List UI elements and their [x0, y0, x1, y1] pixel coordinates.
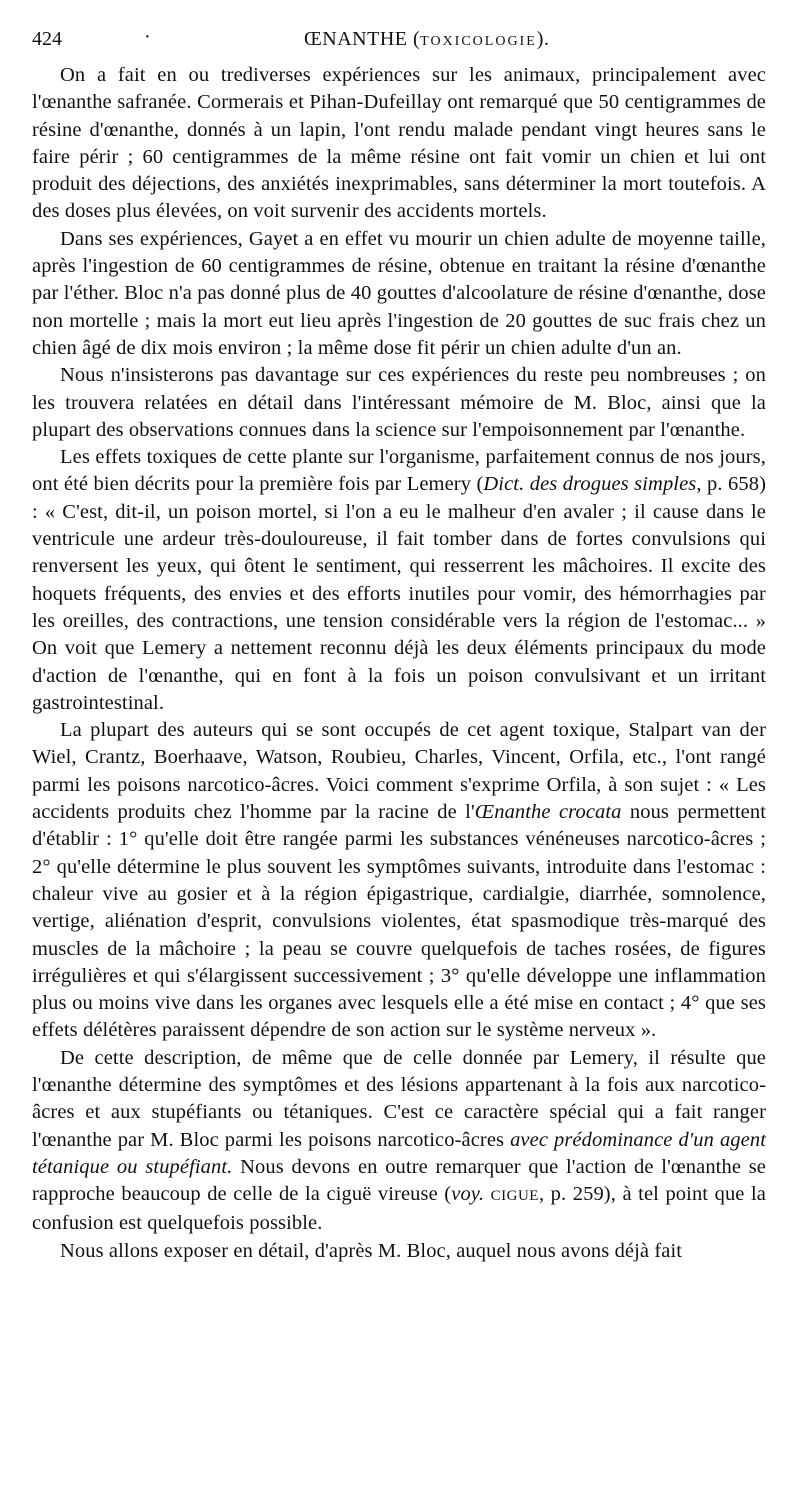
paragraph-2: Dans ses expériences, Gayet a en effet vu mourir un chien adulte de moyenne taille, après l'ingestion de 60 centigrammes de résine, obtenue en traitant la résine d'œnanthe par l'éther. Bloc n'a pas donné plus de 40 gouttes d'alcoolature de résine d'œnanthe, dose non mortelle ; mais la mort eut lieu après l'ingestion de 20 gouttes de suc frais chez un chien âgé de dix mois environ ; la même dose fit périr un chien adulte d'un an.	[32, 227, 766, 359]
paragraph-1: On a fait en ou trediverses expériences sur les animaux, principalement avec l'œnanthe safranée. Cormerais et Pihan-Dufeillay ont remarqué que 50 centigrammes de résine d'œnanthe, donnés à un lapin, l'ont rendu malade pendant vingt heures sans le faire périr ; 60 centigrammes de la même résine ont fait vomir un chien et lui ont produit des déjections, des anxiétés inexprimables, sans déterminer la mort toutefois. A des doses plus élevées, on voit survenir des accidents mortels.	[32, 64, 766, 223]
paragraph-5-text-a: La plupart des auteurs qui se sont occupés de cet agent toxique, Stalpart van der Wiel, Crantz, Boerhaave, Watson, Roubieu, Charles, Vincent, Orfila, etc., l'ont rangé parmi les poisons narcotico-âcres. Voici comment s'exprime Orfila, à son sujet : « Les accidents produits chez l'homme par la racine de l'	[32, 719, 766, 824]
lemery-dict-citation: Dict. des drogues simples	[483, 473, 697, 496]
paragraph-7: Nous allons exposer en détail, d'après M. Bloc, auquel nous avons déjà fait	[60, 1239, 683, 1262]
page-number: 424	[32, 28, 62, 50]
paragraph-6-text-a: De cette description, de même que de celle donnée par Lemery, il résulte que l'œnanthe détermine des symptômes et des lésions appartenant à la fois aux narcotico-âcres et aux stupéfiants ou tétaniques. C'est ce caractère spécial qui a fait ranger l'œnanthe par M. Bloc parmi les poisons narcotico-âcres	[32, 1046, 766, 1151]
page-body	[32, 62, 766, 1265]
bloc-classification-emphasis: avec prédominance d'un agent tétanique ou stupéfiant.	[32, 1128, 766, 1178]
paragraph-5	[32, 717, 766, 1045]
paragraph-3: Nous n'insisterons pas davantage sur ces expériences du reste peu nombreuses ; on les trouvera relatées en détail dans l'intéressant mémoire de M. Bloc, ainsi que la plupart des observations connues dans la science sur l'empoisonnement par l'œnanthe.	[32, 364, 766, 441]
oenanthe-crocata-term: Œnanthe crocata	[474, 801, 622, 824]
paragraph-5-text-c: nous permettent d'établir : 1° qu'elle doit être rangée parmi les substances vénéneuses narcotico-âcres ; 2° qu'elle détermine le plus souvent les symptômes suivants, introduite dans l'estomac : chaleur vive au gosier et à la région épigastrique, cardialgie, diarrhée, somnolence, vertige, aliénation d'esprit, convulsions violentes, état spasmodique très-marqué des muscles de la mâchoire ; la peau se couvre quelquefois de taches rosées, de figures irrégulières et qui s'élargissent successivement ; 3° qu'elle développe une inflammation plus ou moins vive dans les organes avec lesquels elle a été mise en contact ; 4° que ses effets délétères paraissent dépendre de son action sur le système nerveux ».	[32, 801, 767, 1042]
paragraph-6-text-c: Nous devons en outre remarquer que l'action de l'œnanthe se rapproche beaucoup de celle de la ciguë vireuse (	[32, 1155, 767, 1206]
running-title	[304, 28, 549, 51]
voy-reference: voy.	[451, 1183, 485, 1206]
header-separator: ·	[144, 26, 151, 48]
cigue-cross-reference: CIGUE	[490, 1188, 539, 1205]
paragraph-6-text-g: , p. 259), à tel point que la confusion est quelquefois possible.	[32, 1183, 766, 1235]
paragraph-6	[32, 1045, 766, 1238]
paragraph-4-text-a: Les effets toxiques de cette plante sur l'organisme, parfaitement connus de nos jours, ont été bien décrits pour la première fois par Lemery (	[32, 446, 766, 496]
running-title-end: ).	[536, 28, 550, 50]
running-title-subject: TOXICOLOGIE	[420, 34, 537, 49]
running-header	[32, 28, 766, 54]
running-title-main: ŒNANTHE (	[304, 28, 421, 50]
paragraph-4-text-c: , p. 658) : « C'est, dit-il, un poison mortel, si l'on a eu le malheur d'en avaler ; il cause dans le ventricule une ardeur très-douloureuse, il fait tomber dans de fortes convulsions qui renversent les yeux, qui ôtent le sentiment, qui resserrent les mâchoires. Il excite des hoquets fréquents, des envies et des efforts inutiles pour vomir, des hémorrhagies par les oreilles, des contractions, une tension considérable vers la région de l'estomac... » On voit que Lemery a nettement reconnu déjà les deux éléments principaux du mode d'action de l'œnanthe, qui en font à la fois un poison convulsivant et un irritant gastrointestinal.	[32, 473, 766, 714]
paragraph-4	[32, 444, 766, 717]
